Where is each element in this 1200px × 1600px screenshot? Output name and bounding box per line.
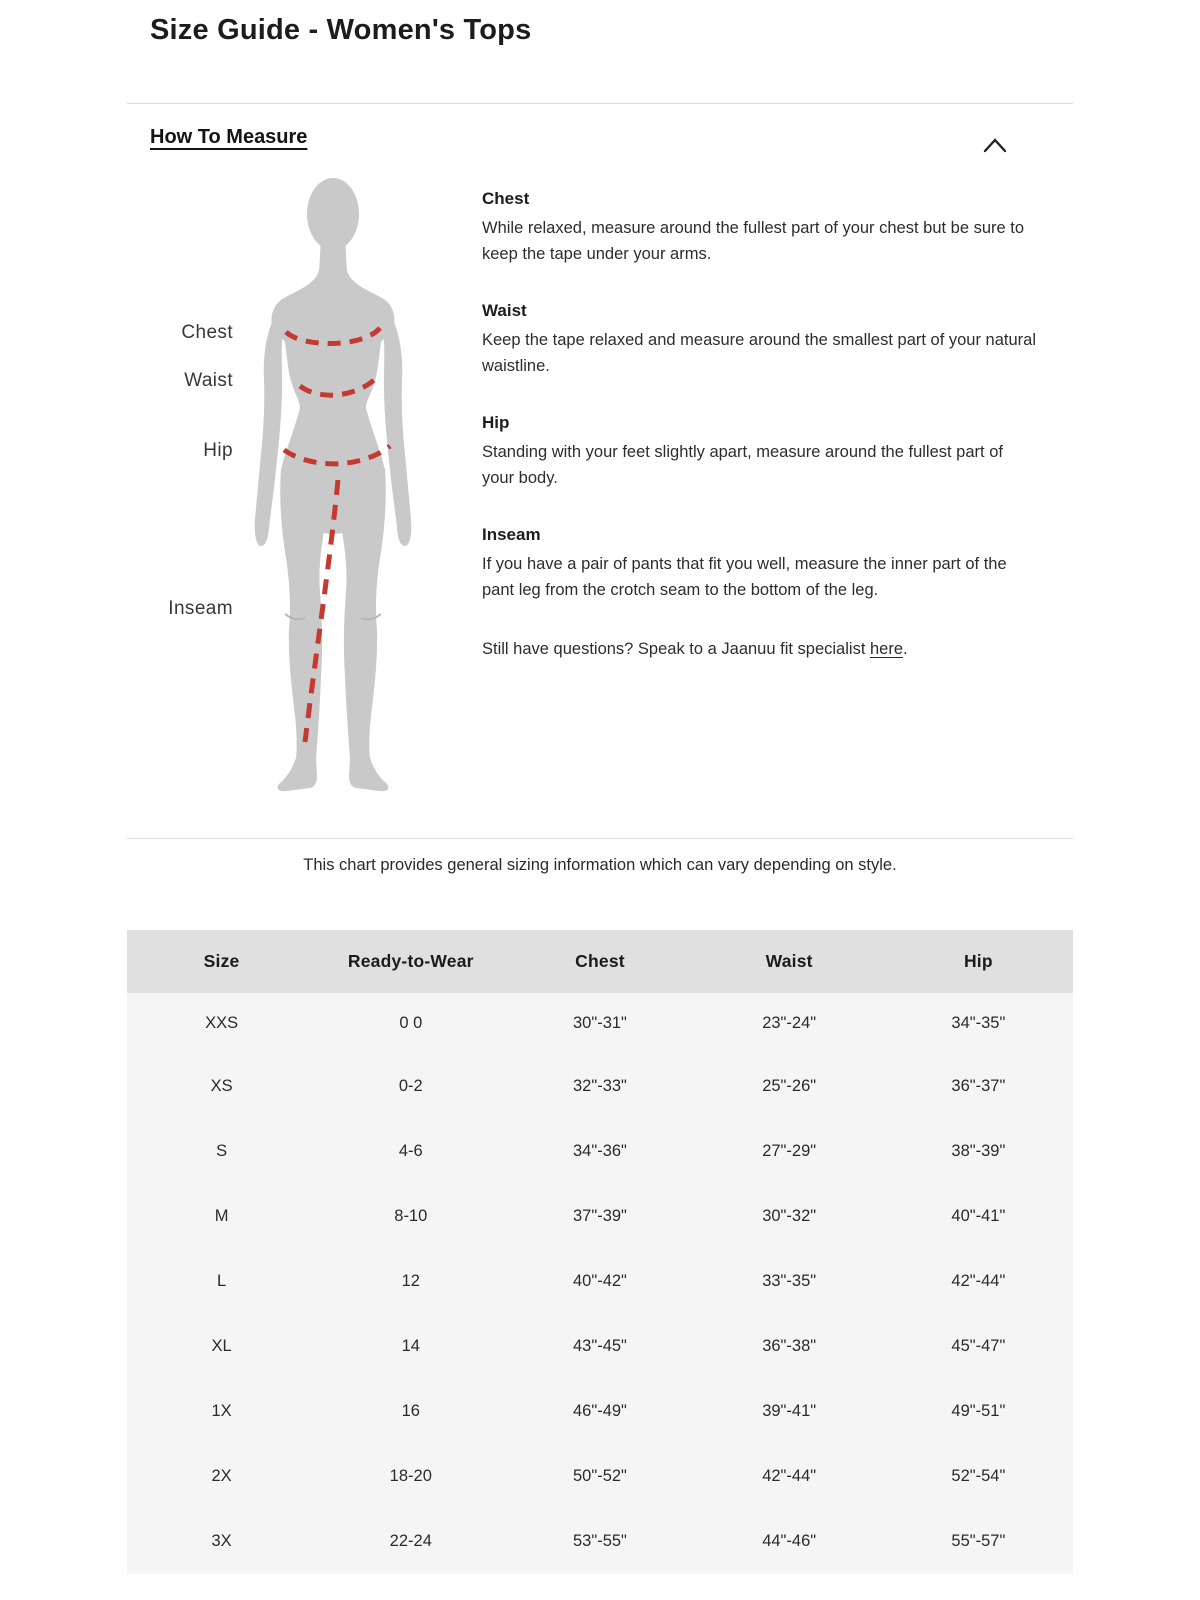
- body-silhouette-illustration: [228, 172, 438, 794]
- instruction-waist: [482, 300, 1038, 379]
- table-header-row: [127, 930, 1073, 993]
- instruction-hip: [482, 412, 1038, 491]
- table-row-xs: [127, 1054, 1073, 1119]
- column-header-waist: Waist: [695, 930, 884, 993]
- table-row-s: [127, 1119, 1073, 1184]
- chart-note: This chart provides general sizing information which can vary depending on style.: [303, 856, 897, 874]
- cell-hip: 45"-47": [884, 1314, 1073, 1379]
- cell-ready-to-wear: 8-10: [316, 1184, 505, 1249]
- instruction-heading: Chest: [482, 189, 530, 208]
- cell-chest: 30"-31": [505, 993, 694, 1054]
- table-row-xl: [127, 1314, 1073, 1379]
- chevron-up-icon: [982, 137, 1008, 154]
- cell-chest: 34"-36": [505, 1119, 694, 1184]
- cell-waist: 30"-32": [695, 1184, 884, 1249]
- cell-size: XS: [127, 1054, 316, 1119]
- questions-line: [482, 636, 1038, 662]
- how-to-measure-toggle[interactable]: How To Measure: [150, 126, 308, 148]
- cell-ready-to-wear: 14: [316, 1314, 505, 1379]
- instruction-body: While relaxed, measure around the fullest part of your chest but be sure to keep the tape under your arms.: [482, 219, 1025, 263]
- cell-hip: 34"-35": [884, 993, 1073, 1054]
- figure-label-inseam: Inseam: [168, 598, 233, 619]
- cell-waist: 27"-29": [695, 1119, 884, 1184]
- cell-chest: 43"-45": [505, 1314, 694, 1379]
- cell-ready-to-wear: 4-6: [316, 1119, 505, 1184]
- cell-size: XXS: [127, 993, 316, 1054]
- instruction-body: Keep the tape relaxed and measure around the smallest part of your natural waistline.: [482, 331, 1037, 375]
- column-header-chest: Chest: [505, 930, 694, 993]
- instruction-heading: Inseam: [482, 525, 541, 544]
- cell-waist: 36"-38": [695, 1314, 884, 1379]
- cell-hip: 36"-37": [884, 1054, 1073, 1119]
- page-title: Size Guide - Women's Tops: [150, 14, 532, 46]
- fit-specialist-link[interactable]: here: [870, 640, 904, 658]
- cell-waist: 42"-44": [695, 1444, 884, 1509]
- cell-hip: 38"-39": [884, 1119, 1073, 1184]
- cell-waist: 33"-35": [695, 1249, 884, 1314]
- questions-period: .: [903, 640, 908, 658]
- instruction-heading: Waist: [482, 301, 527, 320]
- cell-size: M: [127, 1184, 316, 1249]
- size-chart: [127, 930, 1073, 1574]
- cell-size: S: [127, 1119, 316, 1184]
- column-header-hip: Hip: [884, 930, 1073, 993]
- table-row-l: [127, 1249, 1073, 1314]
- cell-size: 1X: [127, 1379, 316, 1444]
- cell-size: 2X: [127, 1444, 316, 1509]
- cell-chest: 46"-49": [505, 1379, 694, 1444]
- cell-hip: 52"-54": [884, 1444, 1073, 1509]
- size-chart-table: [127, 930, 1073, 1574]
- cell-hip: 42"-44": [884, 1249, 1073, 1314]
- figure-label-chest: Chest: [181, 322, 233, 343]
- table-row-2x: [127, 1444, 1073, 1509]
- measurement-figure: [228, 172, 438, 794]
- instruction-heading: Hip: [482, 413, 510, 432]
- cell-chest: 37"-39": [505, 1184, 694, 1249]
- cell-size: L: [127, 1249, 316, 1314]
- cell-waist: 25"-26": [695, 1054, 884, 1119]
- cell-chest: 50"-52": [505, 1444, 694, 1509]
- divider: [127, 103, 1073, 104]
- cell-hip: 55"-57": [884, 1509, 1073, 1574]
- cell-ready-to-wear: 18-20: [316, 1444, 505, 1509]
- column-header-size: Size: [127, 930, 316, 993]
- figure-label-hip: Hip: [203, 440, 233, 461]
- instruction-chest: [482, 188, 1038, 267]
- instruction-body: If you have a pair of pants that fit you well, measure the inner part of the pant leg from the crotch seam to the bottom of the leg.: [482, 555, 1007, 599]
- cell-chest: 40"-42": [505, 1249, 694, 1314]
- cell-chest: 32"-33": [505, 1054, 694, 1119]
- instruction-body: Standing with your feet slightly apart, measure around the fullest part of your body.: [482, 443, 1003, 487]
- figure-label-waist: Waist: [184, 370, 233, 391]
- table-row-m: [127, 1184, 1073, 1249]
- table-row-1x: [127, 1379, 1073, 1444]
- cell-ready-to-wear: 0-2: [316, 1054, 505, 1119]
- cell-waist: 39"-41": [695, 1379, 884, 1444]
- cell-size: 3X: [127, 1509, 316, 1574]
- cell-chest: 53"-55": [505, 1509, 694, 1574]
- cell-ready-to-wear: 12: [316, 1249, 505, 1314]
- divider: [127, 838, 1073, 839]
- cell-hip: 49"-51": [884, 1379, 1073, 1444]
- measurement-instructions: [482, 188, 1038, 662]
- questions-text: Still have questions? Speak to a Jaanuu fit specialist: [482, 640, 866, 658]
- column-header-ready-to-wear: Ready-to-Wear: [316, 930, 505, 993]
- collapse-section-button[interactable]: [979, 131, 1011, 159]
- instruction-inseam: [482, 524, 1038, 603]
- table-row-xxs: [127, 993, 1073, 1054]
- cell-hip: 40"-41": [884, 1184, 1073, 1249]
- cell-ready-to-wear: 16: [316, 1379, 505, 1444]
- cell-waist: 44"-46": [695, 1509, 884, 1574]
- cell-ready-to-wear: 0 0: [316, 993, 505, 1054]
- cell-size: XL: [127, 1314, 316, 1379]
- cell-ready-to-wear: 22-24: [316, 1509, 505, 1574]
- cell-waist: 23"-24": [695, 993, 884, 1054]
- table-row-3x: [127, 1509, 1073, 1574]
